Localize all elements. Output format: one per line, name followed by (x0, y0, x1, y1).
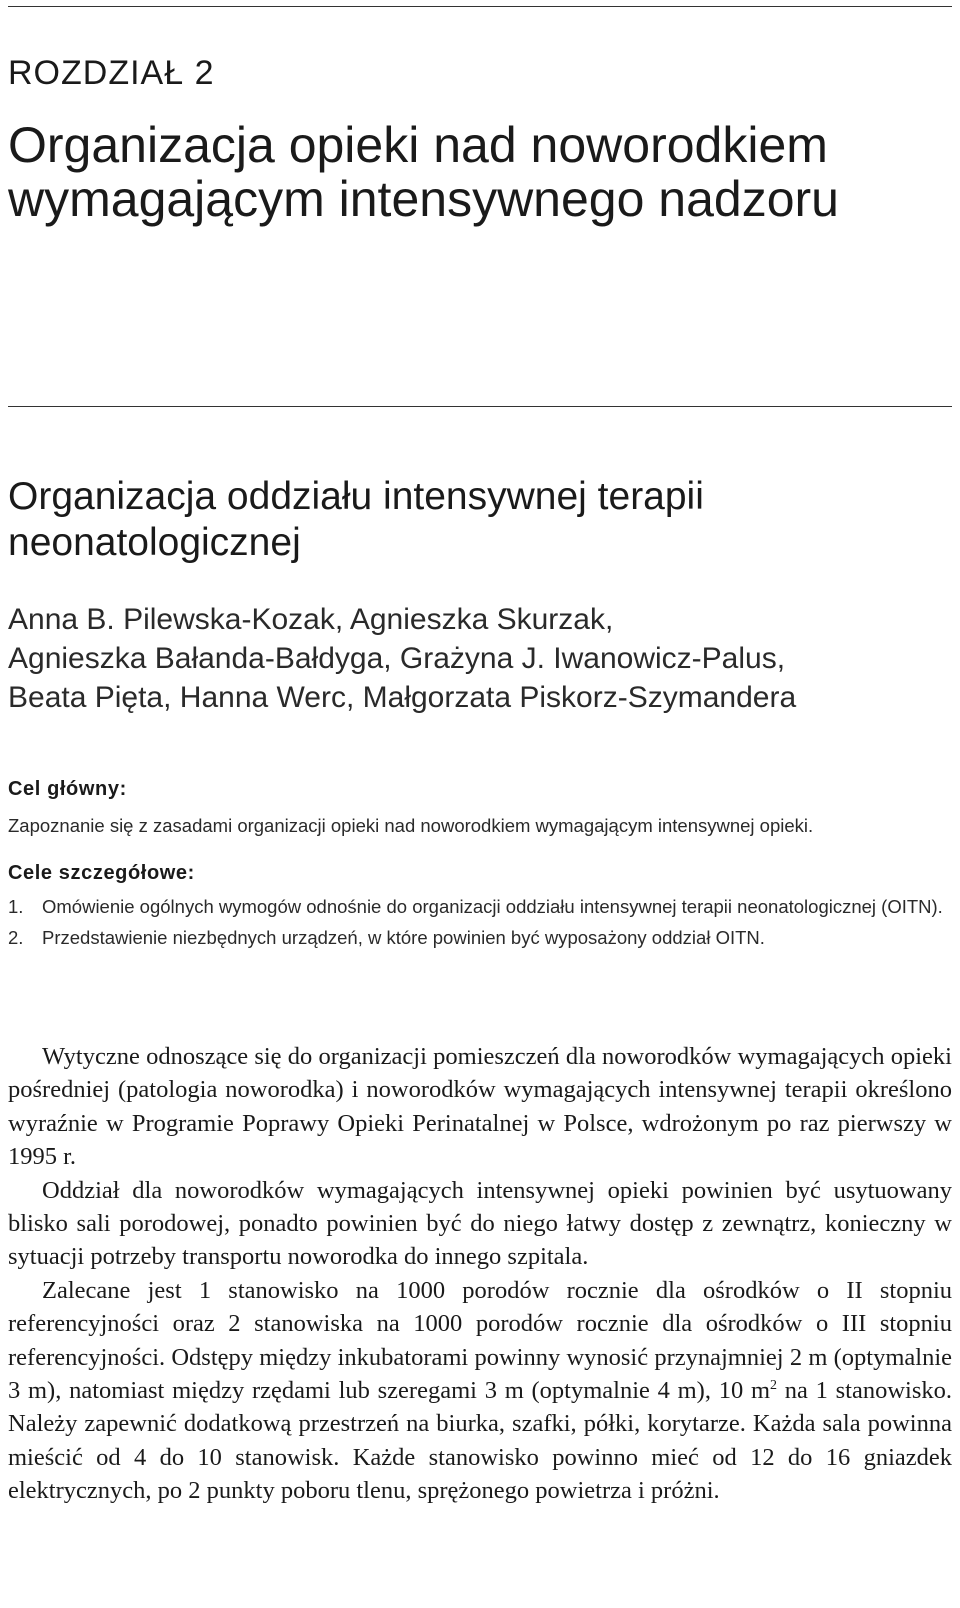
main-goal-heading: Cel główny: (8, 778, 127, 800)
objective-text: Przedstawienie niezbędnych urządzeń, w które powinien być wyposażony oddział OITN. (42, 927, 765, 948)
chapter-label: ROZDZIAŁ 2 (8, 54, 215, 92)
author-line: Beata Pięta, Hanna Werc, Małgorzata Piskorz-Szymandera (8, 681, 797, 714)
objective-item (8, 922, 952, 953)
main-goal-text: Zapoznanie się z zasadami organizacji opieki nad noworodkiem wymagającym intensywnej opieki. (8, 815, 814, 836)
paragraph-text: Zalecane jest 1 stanowisko na 1000 porodów rocznie dla ośrodków o II stopniu referencyjności oraz 2 stanowiska na 1000 porodów rocznie dla ośrodków o III stopniu referencyjności. Odstępy między inkubatorami powinny wynosić przynajmniej 2 m (optymalnie 3 m), natomiast między rzędami lub szeregami 3 m (optymalnie 4 m), 10 m (8, 1276, 952, 1405)
objectives-list (8, 891, 952, 953)
goals-box (8, 778, 952, 953)
body-paragraph (8, 1274, 952, 1508)
section-divider (8, 406, 952, 407)
detailed-goals-heading: Cele szczegółowe: (8, 862, 195, 884)
top-rule (8, 6, 952, 7)
superscript: 2 (770, 1377, 778, 1393)
objective-item (8, 891, 952, 922)
body-text (8, 1040, 952, 1508)
author-line: Agnieszka Bałanda-Bałdyga, Grażyna J. Iwanowicz-Palus, (8, 642, 786, 675)
section-title: Organizacja oddziału intensywnej terapii neonatologicznej (8, 475, 704, 564)
objective-number: 1. (8, 896, 24, 917)
objective-text: Omówienie ogólnych wymogów odnośnie do organizacji oddziału intensywnej terapii neonatologicznej (OITN). (42, 896, 943, 917)
author-line: Anna B. Pilewska-Kozak, Agnieszka Skurzak, (8, 603, 614, 636)
body-paragraph: Oddział dla noworodków wymagających intensywnej opieki powinien być usytuowany blisko sali porodowej, ponadto powinien być do niego łatwy dostęp z zewnątrz, konieczny w sytuacji potrzeby transportu noworodka do innego szpitala. (8, 1176, 952, 1271)
chapter-title: Organizacja opieki nad noworodkiem wymagającym intensywnego nadzoru (8, 117, 839, 227)
author-list (8, 600, 948, 717)
body-paragraph: Wytyczne odnoszące się do organizacji pomieszczeń dla noworodków wymagających opieki pośredniej (patologia noworodka) i noworodków wymagających intensywnej terapii określono wyraźnie w Programie Poprawy Opieki Perinatalnej w Polsce, wdrożonym po raz pierwszy w 1995 r. (8, 1043, 952, 1171)
objective-number: 2. (8, 927, 24, 948)
paragraph-text: na 1 stanowisko. Należy zapewnić dodatkową przestrzeń na biurka, szafki, półki, korytarze. Każda sala powinna mieścić od 4 do 10 stanowisk. Każde stanowisko powinno mieć od 12 do 16 gniazdek elektrycznych, po 2 punkty poboru tlenu, sprężonego powietrza i próżni. (8, 1377, 953, 1505)
